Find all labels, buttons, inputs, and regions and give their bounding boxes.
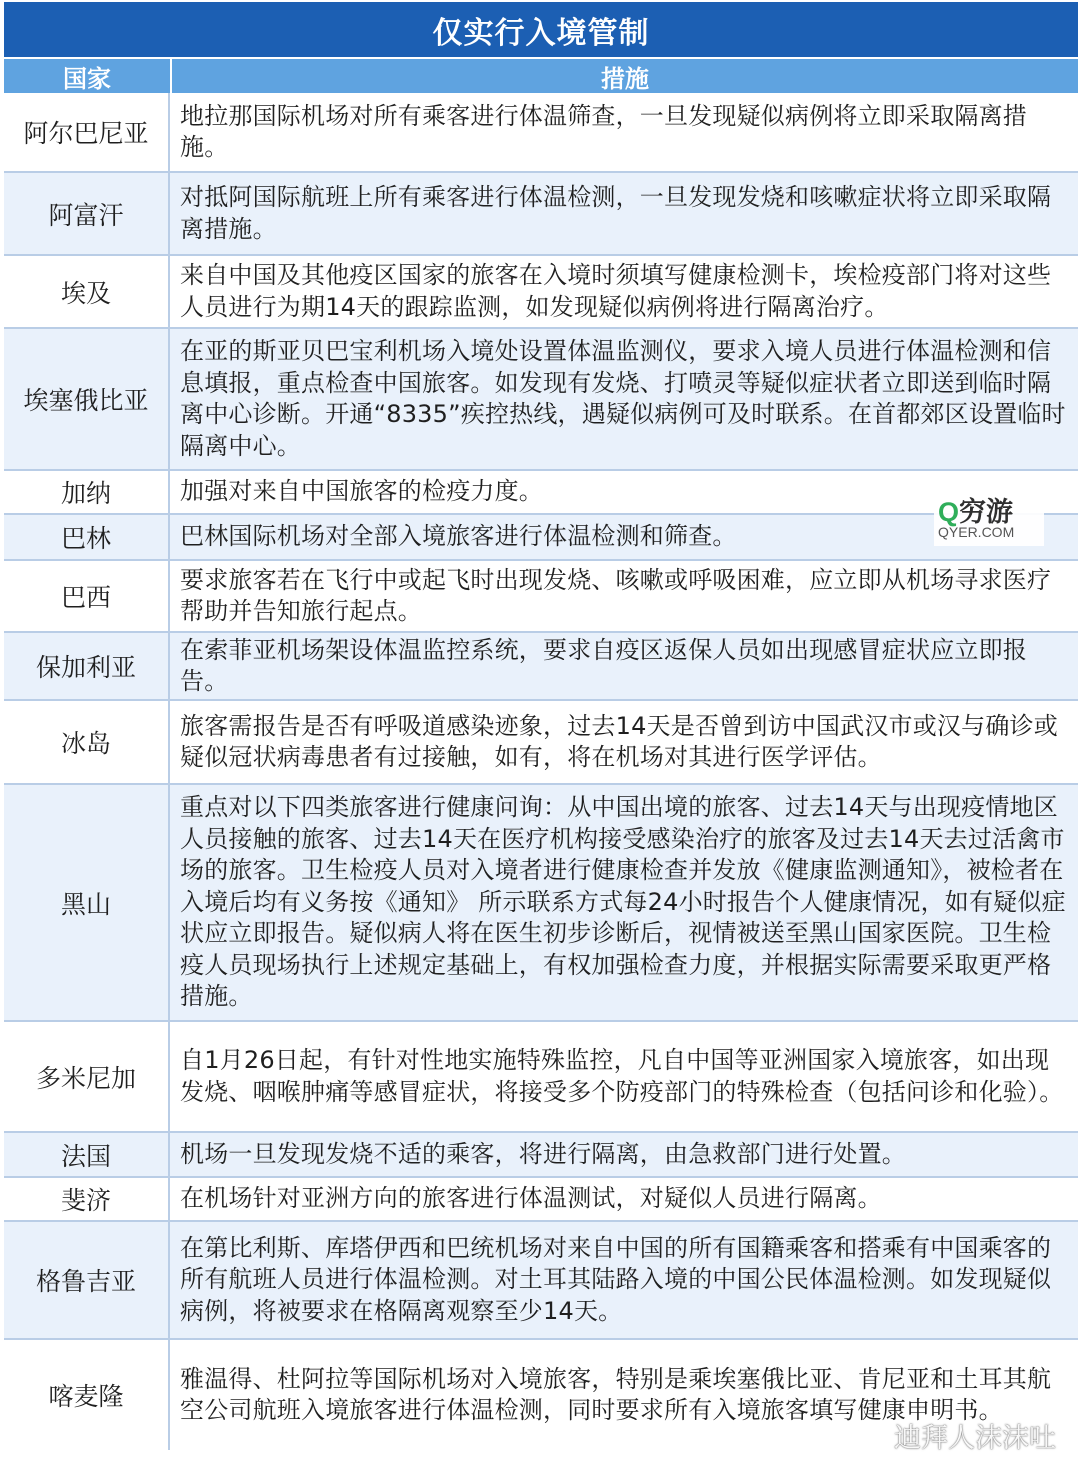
table-row xyxy=(4,1022,1078,1133)
header-measures: 措施 xyxy=(601,64,649,93)
table-row xyxy=(4,1222,1078,1340)
weibo-icon xyxy=(850,1423,884,1449)
logo-brand-text: 穷游 xyxy=(959,497,1014,527)
country-cell: 巴林 xyxy=(4,515,170,559)
measure-cell: 机场一旦发现发烧不适的乘客，将进行隔离，由急救部门进行处置。 xyxy=(180,1139,906,1168)
country-cell: 多米尼加 xyxy=(4,1022,170,1131)
country-cell: 阿富汗 xyxy=(4,173,170,254)
measure-cell: 来自中国及其他疫区国家的旅客在入境时须填写健康检测卡，埃检疫部门将对这些人员进行为期14天的跟踪监测，如发现疑似病例将进行隔离治疗。 xyxy=(180,261,1052,321)
qyer-logo xyxy=(934,488,1044,546)
measure-cell: 巴林国际机场对全部入境旅客进行体温检测和筛查。 xyxy=(180,522,737,551)
country-cell: 阿尔巴尼亚 xyxy=(4,93,170,171)
logo-q-mark: Q xyxy=(938,497,960,527)
country-cell: 法国 xyxy=(4,1133,170,1176)
table-title: 仅实行入境管制 xyxy=(4,2,1078,57)
country-cell: 喀麦隆 xyxy=(4,1340,170,1450)
table-header xyxy=(4,57,1078,93)
country-cell: 埃及 xyxy=(4,256,170,327)
table-row xyxy=(4,93,1078,173)
country-cell: 加纳 xyxy=(4,471,170,513)
header-country: 国家 xyxy=(4,59,172,93)
logo-domain: QYER.COM xyxy=(938,524,1015,540)
table-row xyxy=(4,1133,1078,1178)
watermark-text: 迪拜人沫沫吐 xyxy=(894,1423,1056,1454)
measure-cell: 重点对以下四类旅客进行健康问询：从中国出境的旅客、过去14天与出现疫情地区人员接触的旅客、过去14天在医疗机构接受感染治疗的旅客及过去14天去过活禽市场的旅客。卫生检疫人员对入境者进行健康检查并发放《健康监测通知》，被检者在入境后均有义务按《通知》 所示联系方式每24小时报告个人健康情况，如有疑似症状应立即报告。疑似病人将在医生初步诊断后，视情被送至黑山国家医院。卫生检疫人员现场执行上述规定基础上，有权加强检查力度，并根据实际需要采取更严格措施。 xyxy=(180,793,1066,1011)
measure-cell: 地拉那国际机场对所有乘客进行体温筛查，一旦发现疑似病例将立即采取隔离措施。 xyxy=(180,101,1027,161)
weibo-watermark xyxy=(850,1416,1056,1455)
table-row xyxy=(4,561,1078,633)
measure-cell: 在亚的斯亚贝巴宝利机场入境处设置体温监测仪，要求入境人员进行体温检测和信息填报，重点检查中国旅客。如发现有发烧、打喷灵等疑似症状者立即送到临时隔离中心诊断。开通“8335”疾控热线，遇疑似病例可及时联系。在首都郊区设置临时隔离中心。 xyxy=(180,337,1066,460)
country-cell: 冰岛 xyxy=(4,701,170,783)
table-row xyxy=(4,1178,1078,1222)
measures-table xyxy=(4,2,1078,1450)
measure-cell: 雅温得、杜阿拉等国际机场对入境旅客，特别是乘埃塞俄比亚、肯尼亚和土耳其航空公司航班入境旅客进行体温检测，同时要求所有入境旅客填写健康申明书。 xyxy=(180,1364,1052,1424)
measure-cell: 加强对来自中国旅客的检疫力度。 xyxy=(180,477,543,506)
table-row xyxy=(4,256,1078,329)
country-cell: 巴西 xyxy=(4,561,170,631)
table-row xyxy=(4,173,1078,256)
country-cell: 黑山 xyxy=(4,785,170,1020)
country-cell: 斐济 xyxy=(4,1178,170,1220)
table-row xyxy=(4,471,1078,515)
country-cell: 格鲁吉亚 xyxy=(4,1222,170,1338)
table-row xyxy=(4,633,1078,701)
measure-cell: 对抵阿国际航班上所有乘客进行体温检测，一旦发现发烧和咳嗽症状将立即采取隔离措施。 xyxy=(180,183,1052,243)
measure-cell: 要求旅客若在飞行中或起飞时出现发烧、咳嗽或呼吸困难，应立即从机场寻求医疗帮助并告知旅行起点。 xyxy=(180,565,1052,625)
country-cell: 埃塞俄比亚 xyxy=(4,329,170,469)
table-row xyxy=(4,329,1078,471)
measure-cell: 在索菲亚机场架设体温监控系统，要求自疫区返保人员如出现感冒症状应立即报告。 xyxy=(180,635,1027,695)
measure-cell: 自1月26日起，有针对性地实施特殊监控，凡自中国等亚洲国家入境旅客，如出现发烧、咽喉肿痛等感冒症状，将接受多个防疫部门的特殊检查（包括问诊和化验）。 xyxy=(180,1046,1064,1106)
table-row xyxy=(4,785,1078,1022)
table-row xyxy=(4,515,1078,561)
measure-cell: 在机场针对亚洲方向的旅客进行体温测试，对疑似人员进行隔离。 xyxy=(180,1184,882,1213)
measure-cell: 旅客需报告是否有呼吸道感染迹象，过去14天是否曾到访中国武汉市或汉与确诊或疑似冠状病毒患者有过接触，如有，将在机场对其进行医学评估。 xyxy=(180,711,1058,771)
table-row xyxy=(4,701,1078,785)
country-cell: 保加利亚 xyxy=(4,633,170,699)
measure-cell: 在第比利斯、库塔伊西和巴统机场对来自中国的所有国籍乘客和搭乘有中国乘客的所有航班人员进行体温检测。对土耳其陆路入境的中国公民体温检测。如发现疑似病例，将被要求在格隔离观察至少14天。 xyxy=(180,1233,1052,1325)
